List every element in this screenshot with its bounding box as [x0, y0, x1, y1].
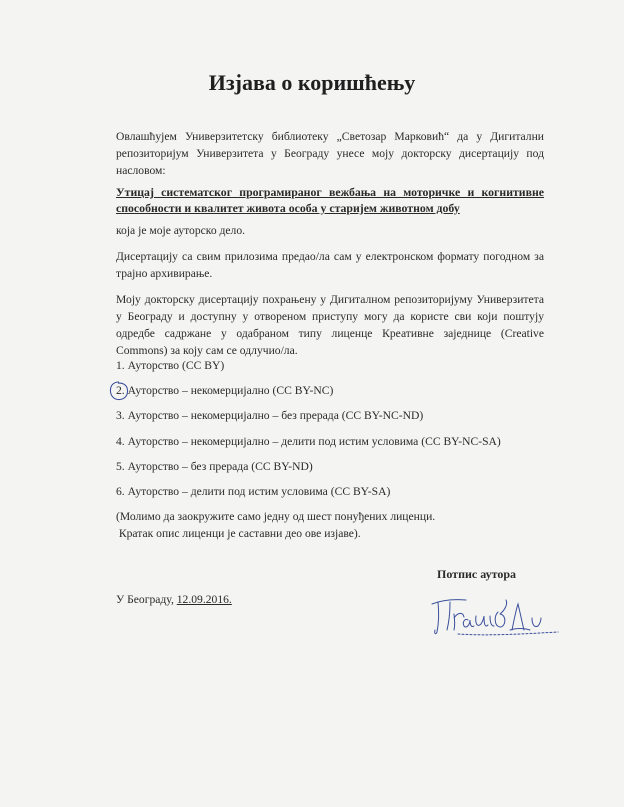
license-option-5: 5. Ауторство – без прерада (CC BY-ND): [116, 460, 313, 473]
instruction-note: (Молимо да заокружите само једну од шест понуђених лиценци. Кратак опис лиценци је саставни део ове изјаве).: [116, 510, 436, 540]
license-option-3: 3. Ауторство – некомерцијално – без прерада (CC BY-NC-ND): [116, 409, 424, 422]
place-text: У Београду,: [116, 593, 177, 606]
place-date: [116, 593, 232, 606]
date-text: 12.09.2016.: [176, 593, 232, 606]
signature-label: Потпис аутора: [437, 567, 517, 581]
license-option-1: 1. Ауторство (CC BY): [116, 359, 225, 372]
handwritten-circle-icon: [108, 380, 130, 402]
thesis-title: Утицај систематског програмираног вежбања на моторичке и когнитивне способности и квалитет живота особа у старијем животном добу: [116, 185, 544, 215]
handwritten-signature-icon: [428, 590, 560, 640]
authorship-statement: која је моје ауторско дело.: [116, 224, 246, 237]
deposit-paragraph: Дисертацију са свим прилозима предао/ла сам у електронском формату погодном за трајно архивирање.: [116, 250, 544, 280]
page-title: Изјава о коришћењу: [208, 70, 416, 95]
intro-paragraph: Овлашћујем Универзитетску библиотеку „Светозар Марковић“ да у Дигитални репозиторијум Универзитета у Београду унесе моју докторску дисертацију под насловом:: [116, 130, 544, 177]
license-paragraph: Моју докторску дисертацију похрањену у Дигиталном репозиторијуму Универзитета у Београду и доступну у отвореном приступу могу да користе сви који поштују одредбе садржане у одабраном типу лиценце Креативне заједнице (Creative Commons) за коју сам се одлучио/ла.: [116, 293, 544, 357]
license-option-6: 6. Ауторство – делити под истим условима (CC BY-SA): [116, 485, 391, 498]
license-option-4: 4. Ауторство – некомерцијално – делити под истим условима (CC BY-NC-SA): [116, 435, 501, 448]
license-option-2: 2. Ауторство – некомерцијално (CC BY-NC): [116, 384, 334, 397]
